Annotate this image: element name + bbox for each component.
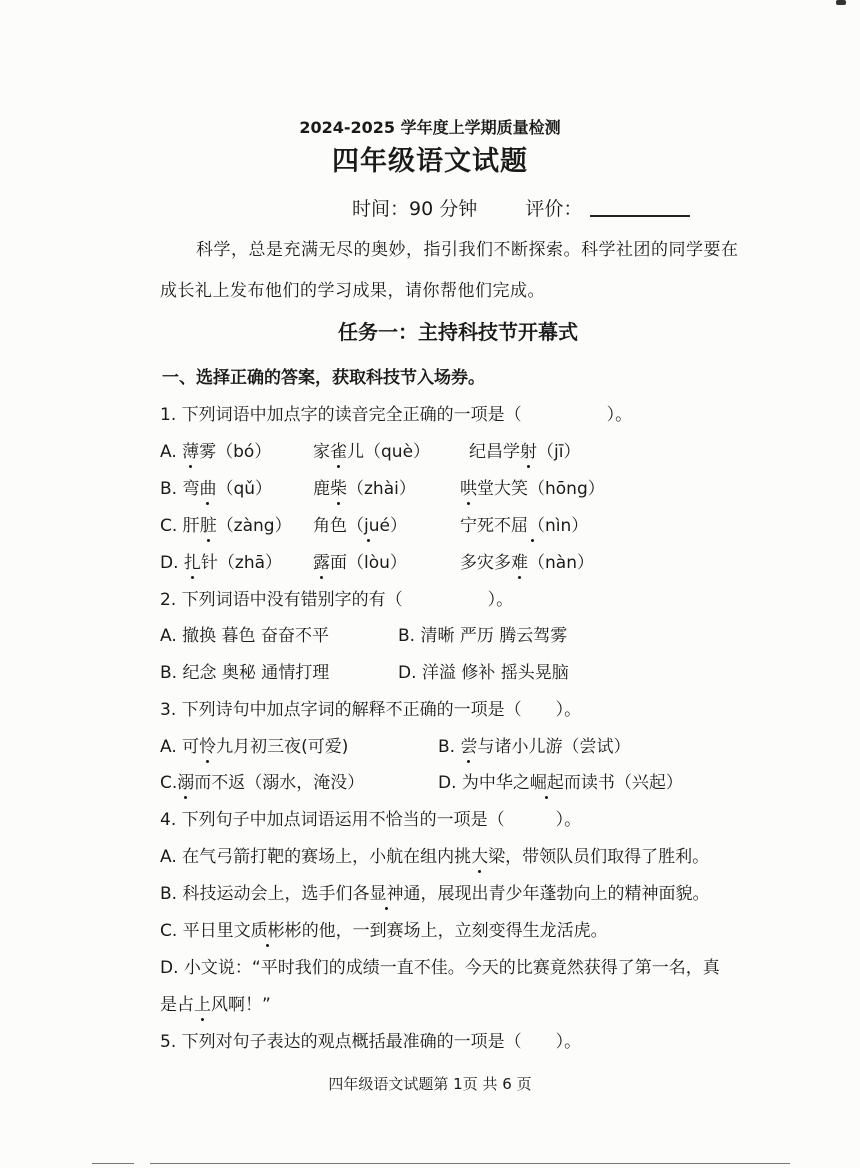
section-1-title: 一、选择正确的答案，获取科技节入场券。 — [162, 368, 485, 388]
q1-option-d-word-1: D. 扎针（zhā） — [160, 553, 283, 573]
q2-option-d: D. 洋溢 修补 摇头晃脑 — [398, 663, 569, 683]
q1-option-c-word-1: C. 肝脏（zàng） — [160, 516, 292, 536]
q2-option-c: B. 纪念 奥秘 通情打理 — [160, 663, 330, 683]
q1-option-a-word-2: 家雀儿（què） — [313, 442, 431, 462]
q2-stem: 2. 下列词语中没有错别字的有（ ）。 — [160, 590, 514, 610]
q4-option-a: A. 在气弓箭打靶的赛场上，小航在组内挑大梁，带领队员们取得了胜利。 — [160, 847, 710, 867]
q3-stem: 3. 下列诗句中加点字词的解释不正确的一项是（ ）。 — [160, 700, 582, 720]
q3-option-c: C.溺而不返（溺水，淹没） — [160, 773, 365, 793]
q1-option-a-word-3: 纪昌学射（jī） — [469, 442, 581, 462]
exam-meta — [352, 196, 690, 222]
scan-artifact-line-1 — [92, 1163, 134, 1164]
q4-option-c: C. 平日里文质彬彬的他，一到赛场上，立刻变得生龙活虎。 — [160, 921, 608, 941]
q3-option-b: B. 尝与诸小儿游（尝试） — [438, 737, 631, 757]
q1-option-a-word-1: A. 薄雾（bó） — [160, 442, 272, 462]
scan-artifact-line-2 — [150, 1163, 790, 1164]
q2-option-b: B. 清晰 严历 腾云驾雾 — [398, 626, 568, 646]
q1-option-b-word-1: B. 弯曲（qǔ） — [160, 479, 273, 499]
q4-option-b: B. 科技运动会上，选手们各显神通，展现出青少年蓬勃向上的精神面貌。 — [160, 884, 710, 904]
rating-label: 评价： — [525, 198, 583, 220]
q1-option-d-word-2: 露面（lòu） — [313, 553, 407, 573]
task-1-title: 任务一：主持科技节开幕式 — [338, 320, 578, 344]
scan-mark — [836, 0, 846, 5]
rating-blank — [590, 199, 690, 217]
time-label: 时间：90 分钟 — [352, 198, 478, 220]
q5-stem: 5. 下列对句子表达的观点概括最准确的一项是（ ）。 — [160, 1032, 582, 1052]
q1-option-c-word-3: 宁死不屈（nìn） — [460, 516, 589, 536]
q4-stem: 4. 下列句子中加点词语运用不恰当的一项是（ ）。 — [160, 810, 582, 830]
q2-option-a: A. 撤换 暮色 奋奋不平 — [160, 626, 329, 646]
q1-option-b-word-2: 鹿柴（zhài） — [313, 479, 416, 499]
exam-title: 四年级语文试题 — [332, 146, 528, 177]
intro-line-1: 科学，总是充满无尽的奥妙，指引我们不断探索。科学社团的同学要在 — [196, 240, 739, 260]
q1-option-d-word-3: 多灾多难（nàn） — [460, 553, 594, 573]
q1-stem: 1. 下列词语中加点字的读音完全正确的一项是（ ）。 — [160, 405, 633, 425]
q3-option-d: D. 为中华之崛起而读书（兴起） — [438, 773, 683, 793]
page-footer: 四年级语文试题第 1页 共 6 页 — [328, 1075, 532, 1093]
q1-option-c-word-2: 角色（jué） — [313, 516, 407, 536]
q4-option-d-line-2: 是占上风啊！” — [160, 995, 271, 1015]
intro-line-2: 成长礼上发布他们的学习成果，请你帮他们完成。 — [160, 281, 545, 301]
q4-option-d-line-1: D. 小文说：“平时我们的成绩一直不佳。今天的比赛竟然获得了第一名，真 — [160, 958, 720, 978]
q1-option-b-word-3: 哄堂大笑（hōng） — [460, 479, 605, 499]
q3-option-a: A. 可怜九月初三夜(可爱) — [160, 737, 349, 757]
exam-subtitle: 2024-2025 学年度上学期质量检测 — [299, 118, 561, 137]
